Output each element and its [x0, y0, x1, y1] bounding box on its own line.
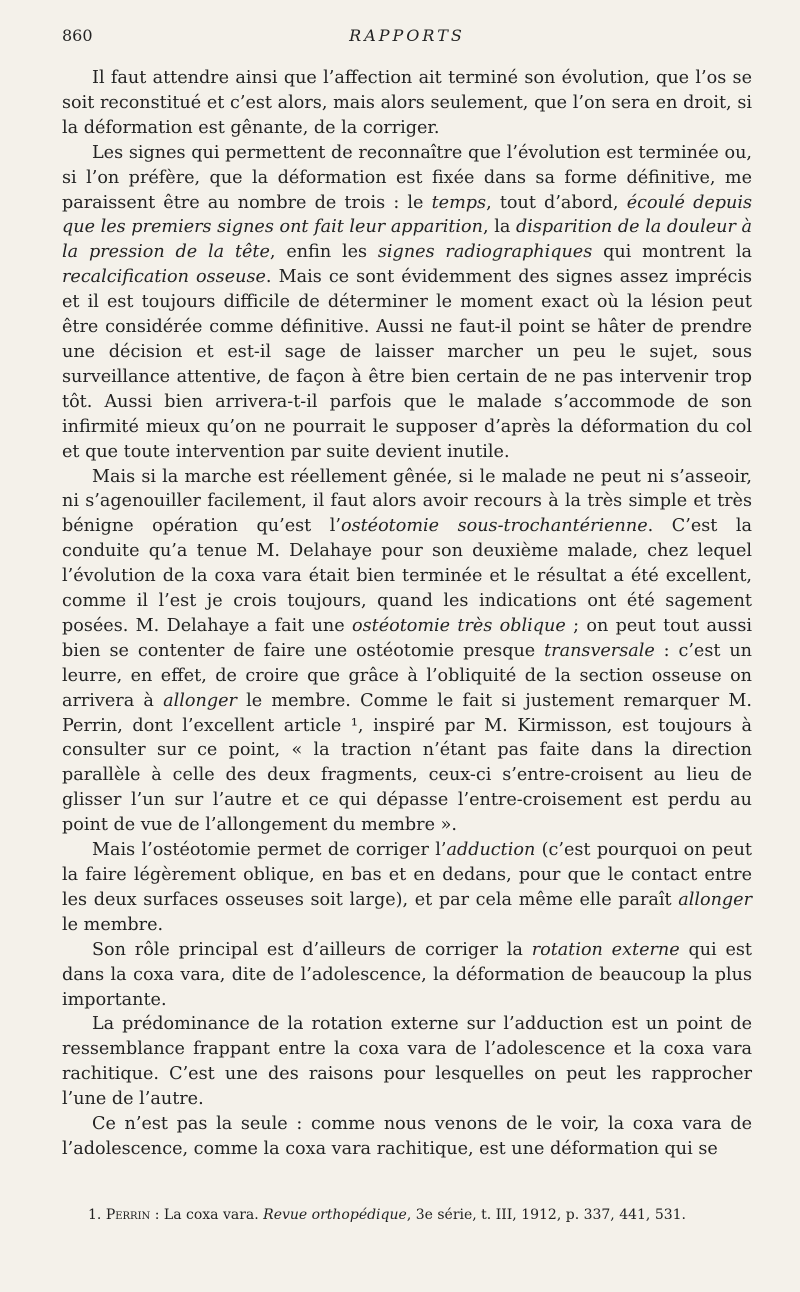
footnote-author: Perrin: [105, 1207, 151, 1223]
text-run: . C’est la conduite qu’a tenue M. Delahaye pour son deuxième malade, chez lequel l’évolution de la coxa vara était bien terminée et le résultat a été excellent, comme il l’est je crois toujours, quand les indications ont été sagement posées. M. Delahaye a fait une: [62, 516, 752, 636]
italic-run: écoulé depuis que les premiers signes ont fait leur apparition: [62, 192, 752, 238]
text-run: Mais si la marche est réellement gênée, si le malade ne peut ni s’asseoir, ni s’agenouiller facilement, il faut alors avoir recours à la très simple et très bénigne opération qu’est l’: [62, 466, 752, 537]
text-run: : c’est un leurre, en effet, de croire que grâce à l’obliquité de la section osseuse on arrivera à: [62, 640, 752, 711]
italic-run: adduction: [446, 840, 536, 861]
page-number: 860: [62, 26, 93, 45]
footnote-text-after: , 3e série, t. III, 1912, p. 337, 441, 531.: [406, 1207, 687, 1223]
footnote-text-before: : La coxa vara.: [150, 1207, 264, 1223]
text-run: le membre.: [62, 914, 164, 935]
italic-run: transversale: [544, 640, 655, 661]
paragraph: [62, 838, 752, 938]
italic-run: allonger: [678, 889, 752, 910]
page-header: [62, 26, 752, 52]
text-run: , la: [482, 217, 516, 238]
footnote-number: 1.: [88, 1207, 102, 1223]
paragraph: [62, 465, 752, 839]
italic-run: ostéotomie sous-trochantérienne: [340, 516, 648, 537]
paragraph: [62, 1112, 752, 1162]
text-run: Mais l’ostéotomie permet de corriger l’: [92, 840, 447, 861]
text-run: Ce n’est pas la seule : comme nous venons de le voir, la coxa vara de l’adolescence, comme la coxa vara rachitique, est une déformation qui se: [62, 1114, 752, 1159]
paragraph: [62, 938, 752, 1013]
paragraph: [62, 141, 752, 465]
text-run: La prédominance de la rotation externe sur l’adduction est un point de ressemblance frappant entre la coxa vara de l’adolescence et la coxa vara rachitique. C’est une des raisons pour lesquelles on peut les rapprocher l’une de l’autre.: [62, 1014, 752, 1110]
italic-run: rotation externe: [531, 939, 680, 960]
text-run: (c’est pourquoi on peut la faire légèrement oblique, en bas et en dedans, pour que le contact entre les deux surfaces osseuses soit large), et par cela même elle paraît: [62, 840, 752, 910]
paragraph: [62, 66, 752, 141]
italic-run: allonger: [163, 690, 237, 711]
text-run: Les signes qui permettent de reconnaître que l’évolution est terminée ou, si l’on préfère, que la déformation est fixée dans sa forme définitive, me paraissent être au nombre de trois : le: [62, 142, 752, 213]
italic-run: signes radiographiques: [377, 242, 593, 263]
running-head: RAPPORTS: [349, 26, 465, 45]
text-run: le membre. Comme le fait si justement remarquer M. Perrin, dont l’excellent article ¹, inspiré par M. Kirmisson, est toujours à consulter sur ce point, « la traction n’étant pas faite dans la direction parallèle à celle des deux fragments, ceux-ci s’entre-croisent au lieu de glisser l’un sur l’autre et ce qui dépasse l’entre-croisement est perdu au point de vue de l’allongement du membre ».: [62, 690, 752, 836]
text-run: qui montrent la: [592, 242, 752, 263]
text-run: , tout d’abord,: [486, 192, 627, 213]
text-run: ; on peut tout aussi bien se contenter de faire une ostéotomie presque: [62, 615, 752, 661]
footnote-journal: Revue orthopédique: [263, 1207, 407, 1223]
text-run: Son rôle principal est d’ailleurs de corriger la: [92, 939, 532, 960]
paragraph: [62, 1012, 752, 1112]
footnote: [62, 1205, 752, 1225]
text-run: qui est dans la coxa vara, dite de l’adolescence, la déformation de beaucoup la plus importante.: [62, 939, 753, 1010]
text-run: . Mais ce sont évidemment des signes assez imprécis et il est toujours difficile de déterminer le moment exact où la lésion peut être considérée comme définitive. Aussi ne faut-il point se hâter de prendre une décision et est-il sage de laisser marcher un peu le sujet, sous surveillance attentive, de façon à être bien certain de ne pas intervenir trop tôt. Aussi bien arrivera-t-il parfois que le malade s’accommode de son infirmité mieux qu’on ne pourrait le supposer d’après la déformation du col et que toute intervention par suite devient inutile.: [62, 267, 753, 462]
body-text: [62, 66, 752, 1162]
italic-run: disparition de la douleur à la pression de la tête: [62, 217, 752, 263]
italic-run: temps: [431, 192, 487, 213]
text-run: Il faut attendre ainsi que l’affection ait terminé son évolution, que l’os se soit reconstitué et c’est alors, mais alors seulement, que l’on sera en droit, si la déformation est gênante, de la corriger.: [62, 68, 752, 138]
text-run: , enfin les: [269, 242, 378, 263]
italic-run: ostéotomie très oblique: [352, 615, 566, 636]
italic-run: recalcification osseuse: [62, 267, 266, 288]
